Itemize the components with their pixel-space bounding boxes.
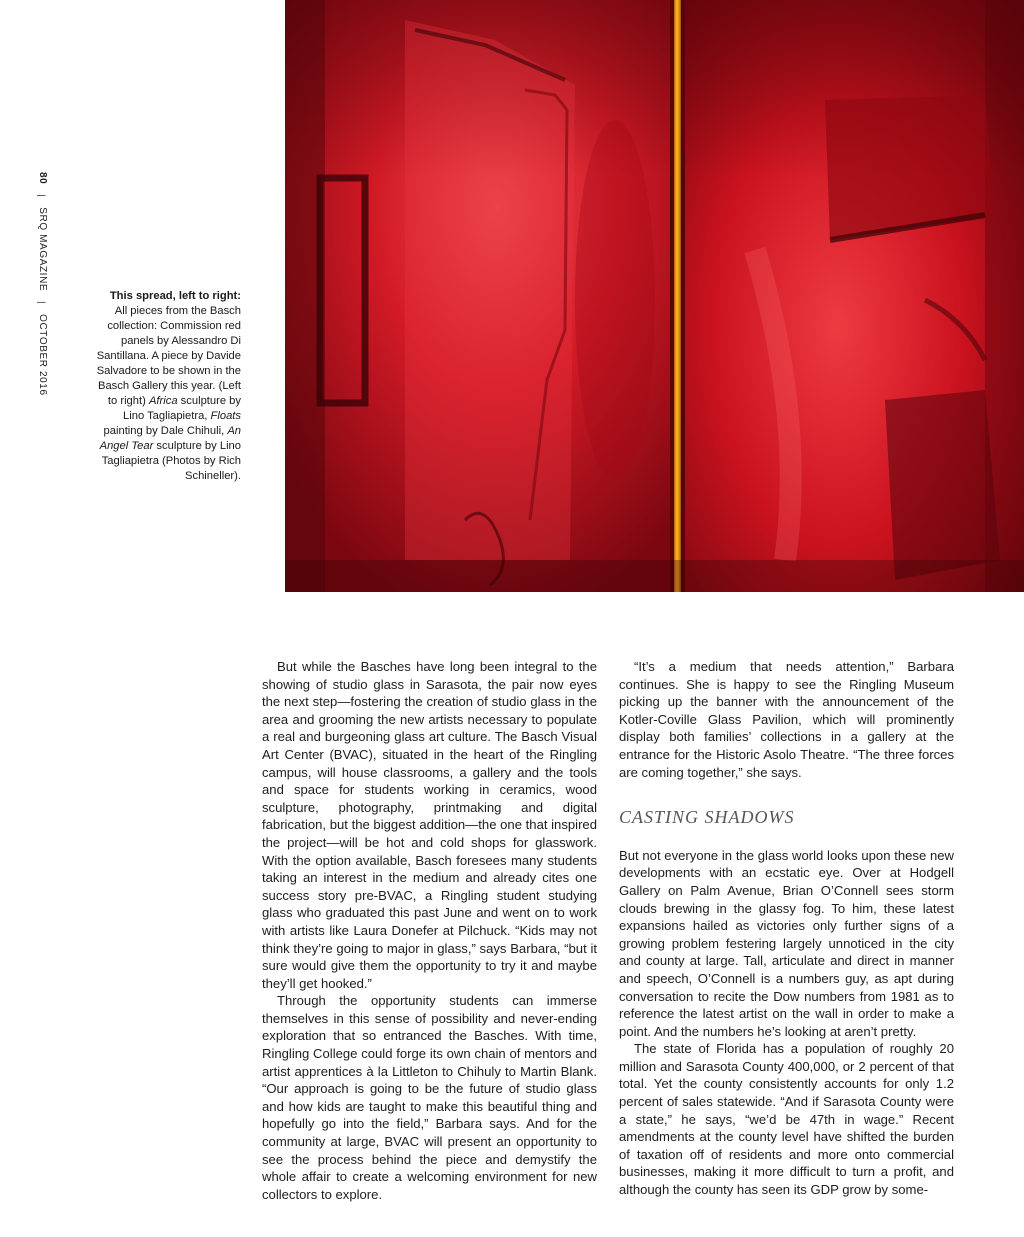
yellow-divider-bar [674,0,681,592]
red-glass-panels-photo [285,0,1024,592]
photo-caption [86,289,241,484]
caption-text-3: painting by Dale Chihuli, [103,425,228,437]
caption-text-4: sculpture by Lino Tagliapietra (Photos by Rich Schineller). [101,440,241,482]
caption-lead: This spread, left to right: [109,290,241,302]
caption-title-floats: Floats [210,410,241,422]
folio-separator: | [37,194,48,198]
magazine-name: SRQ MAGAZINE [37,207,48,292]
article-paragraph: But not everyone in the glass world looks upon these new developments with an ecstatic eye. Over at Hodgell Gallery on Palm Avenue, Brian O’Connell sees storm clouds brewing in the glassy fog. To him, these latest expansions hailed as victories only further signs of a growing problem festering largely unnoticed in the city and county at large. Tall, articulate and direct in manner and speech, O’Connell is a numbers guy, as apt during conversation to recite the Dow numbers from 1981 as to reference the latest artist on the wall in order to make a point. And the numbers he’s looking at aren’t pretty. [619,847,954,1039]
section-subhead: CASTING SHADOWS [619,807,795,828]
caption-title-africa: Africa [148,395,178,407]
caption-text-2: sculpture by Lino Tagliapietra, [123,395,241,422]
photo-illustration [285,0,1024,592]
folio-separator-2: | [37,301,48,305]
page-number: 80 [37,172,48,185]
caption-text-1: All pieces from the Basch collection: Commission red panels by Alessandro Di Santillana. A piece by Davide Salvadore to be shown in the Basch Gallery this year. (Left to right) [96,305,241,407]
article-paragraph: But while the Basches have long been integral to the showing of studio glass in Sarasota, the pair now eyes the next step—fostering the creation of studio glass in the area and grooming the new artists necessary to populate a real and burgeoning glass art culture. The Basch Visual Art Center (BVAC), situated in the heart of the Ringling campus, will house classrooms, a gallery and the tools and space for students working in ceramics, wood sculpture, photography, printmaking and digital fabrication, but the biggest addition—the one that inspired the project—will be hot and cold shops for glasswork. With the option available, Basch foresees many students taking an interest in the medium and already cites one success story pre-BVAC, a Ringling student studying glass who graduated this past June and went on to work with artists like Laura Donefer at Pilchuck. “Kids may not think they’re going to major in glass,” says Barbara, “but it sure would give them the opportunity to try it and maybe they’ll get hooked.” [262,659,597,991]
article-paragraph: Through the opportunity students can immerse themselves in this sense of possibility and never-ending exploration that so entranced the Basches. With time, Ringling College could forge its own chain of mentors and artist apprentices à la Littleton to Chihuly to Martin Blank. “Our approach is going to be the future of studio glass and how kids are taught to make this beautiful thing and hopefully go into the field,” Barbara says. And for the community at large, BVAC will present an opportunity to see the process behind the piece and demystify the whole affair to create a welcoming environment for new collectors to explore. [262,993,597,1202]
article-column-right [619,658,954,1199]
article-column-left [262,658,597,1203]
article-paragraph: The state of Florida has a population of roughly 20 million and Sarasota County 400,000, or 2 percent of that total. Yet the county consistently accounts for only 1.2 percent of sales statewide. “And if Sarasota County were a state,” he says, “we’d be 47th in wage.” Recent amendments at the county level have shifted the burden of taxation off of residents and more onto commercial businesses, making it more difficult to turn a profit, and although the county has seen its GDP grow by some- [619,1041,954,1198]
caption-title-angel-tear: An Angel Tear [99,425,241,452]
page-folio [18,172,48,396]
issue-date: OCTOBER 2016 [37,314,48,396]
article-paragraph: “It’s a medium that needs attention,” Barbara continues. She is happy to see the Ringling Museum picking up the banner with the announcement of the Kotler-Coville Glass Pavilion, which will prominently display both families’ collections in a gallery at the entrance for the Historic Asolo Theatre. “The three forces are coming together,” she says. [619,659,954,780]
